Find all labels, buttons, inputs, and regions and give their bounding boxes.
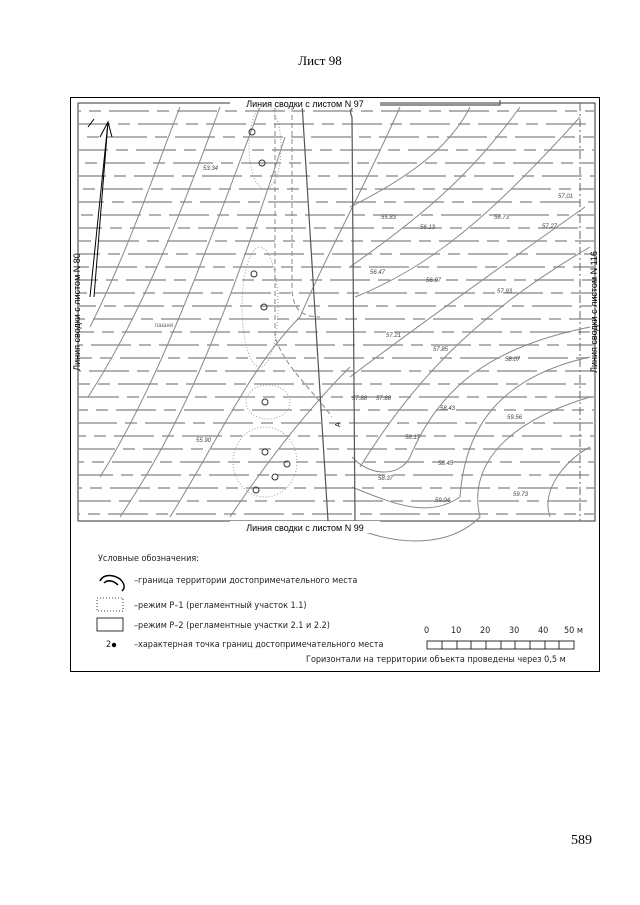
elevation-label: 56.73: [494, 215, 510, 221]
elevation-label: 57.85: [433, 347, 449, 353]
elevation-label: 58.45: [438, 461, 454, 467]
edge-label-left: Линия сводки с листом N 80: [72, 253, 82, 371]
elevation-label: 53.34: [203, 166, 219, 172]
elevation-label: 57.21: [386, 333, 402, 339]
edge-label-right: Линия сводки с листом N 116: [589, 251, 599, 373]
legend-item-boundary: –граница территории достопримечательного места: [134, 576, 358, 586]
scale-bar: [427, 641, 574, 649]
land-label: пашня: [155, 323, 173, 329]
elevation-label: 57.88: [376, 396, 392, 402]
boundary-symbol-icon: [100, 576, 124, 592]
point-symbol-icon: [112, 643, 116, 647]
scale-tick: 30: [509, 626, 520, 636]
elevation-label: 56.47: [370, 270, 386, 276]
north-arrow-icon: [88, 119, 112, 297]
page-number: 589: [571, 833, 592, 848]
sheet-title: Лист 98: [298, 53, 342, 68]
elevation-label: 55.90: [196, 438, 212, 444]
elevation-label: 58.43: [440, 406, 456, 412]
r1-symbol-icon: [97, 598, 123, 611]
scale-tick: 40: [538, 626, 549, 636]
r2-symbol-icon: [97, 618, 123, 631]
elevation-label: 57.88: [352, 396, 368, 402]
elevation-labels: [196, 166, 573, 504]
elevation-label: 59.56: [507, 415, 523, 421]
legend-item-point: –характерная точка границ достопримечательного места: [134, 640, 384, 650]
elevation-label: 58.07: [505, 357, 521, 363]
elevation-label: 56.97: [426, 278, 442, 284]
hatching: [79, 111, 594, 514]
edge-label-top: Линия сводки с листом N 97: [246, 99, 364, 109]
elevation-label: 57.93: [497, 289, 513, 295]
scale-tick: 20: [480, 626, 491, 636]
legend-item-r1: –режим Р–1 (регламентный участок 1.1): [134, 601, 307, 611]
elevation-label: 59.73: [513, 492, 529, 498]
scale-tick: 0: [424, 626, 430, 636]
legend-point-label: 2: [106, 640, 112, 650]
elevation-label: 58.17: [405, 435, 421, 441]
scale-tick: 10: [451, 626, 462, 636]
elevation-label: 58.37: [378, 476, 394, 482]
contour-note: Горизонтали на территории объекта проведены через 0,5 м: [306, 655, 566, 665]
legend-item-r2: –режим Р–2 (регламентные участки 2.1 и 2.2): [134, 621, 330, 631]
scale-tick: 50 м: [564, 626, 583, 636]
elevation-label: 55.83: [381, 215, 397, 221]
legend-title: Условные обозначения:: [98, 554, 199, 564]
section-marker: А: [335, 422, 342, 427]
edge-label-bottom: Линия сводки с листом N 99: [246, 523, 364, 533]
elevation-label: 57.01: [558, 194, 574, 200]
elevation-label: 57.27: [542, 224, 558, 230]
elevation-label: 56.13: [420, 225, 436, 231]
elevation-label: 59.04: [435, 498, 451, 504]
